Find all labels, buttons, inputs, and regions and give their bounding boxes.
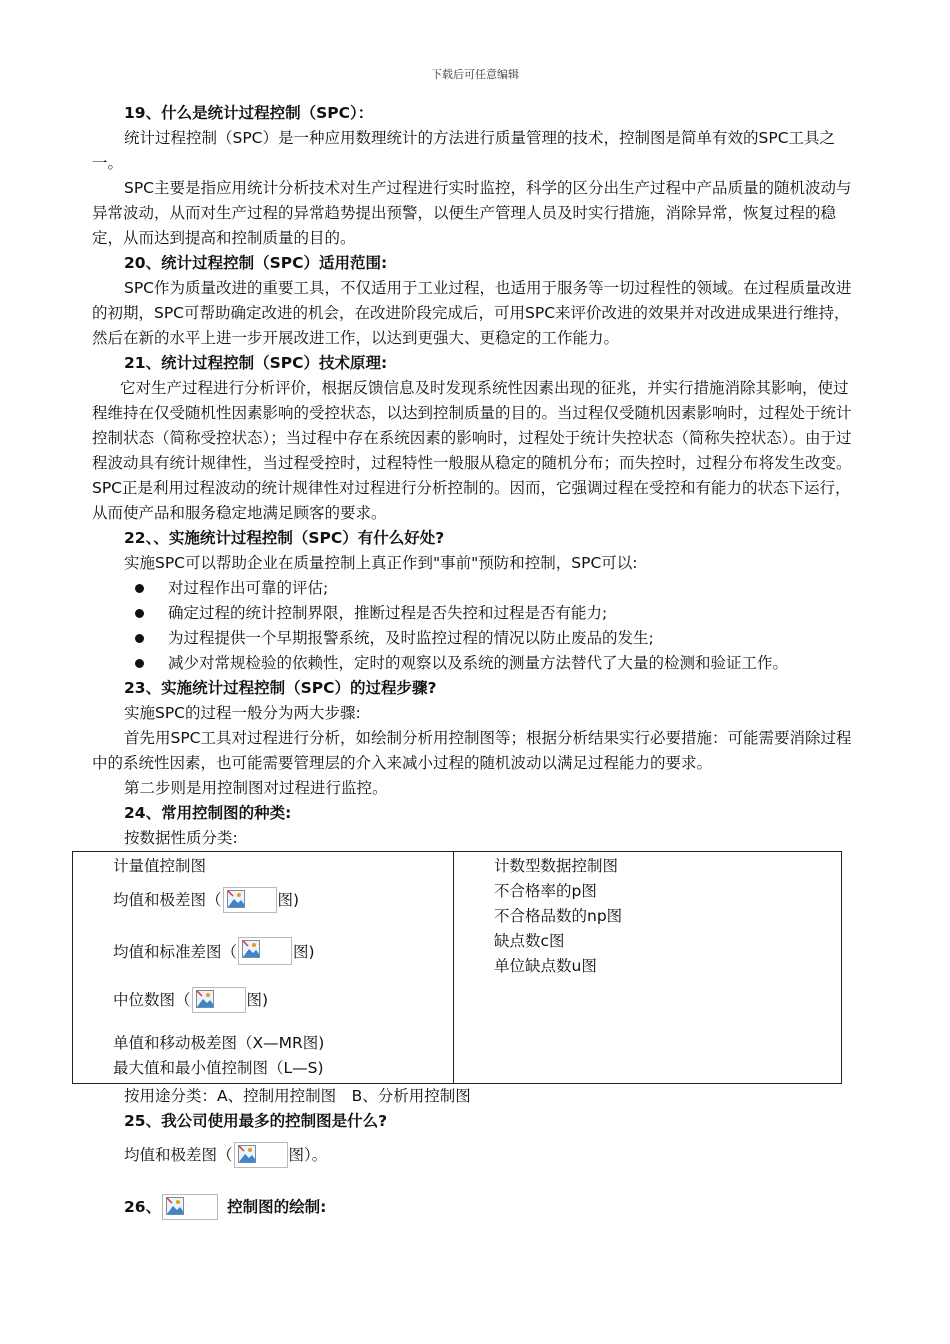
document-body bbox=[92, 101, 862, 1220]
page-header: 下载后可任意编辑 bbox=[431, 68, 519, 81]
bullet-icon bbox=[135, 659, 144, 668]
section-23-title: 23、实施统计过程控制（SPC）的过程步骤? bbox=[124, 679, 437, 697]
section-22-intro: 实施SPC可以帮助企业在质量控制上真正作到"事前"预防和控制，SPC可以: bbox=[124, 554, 638, 572]
broken-image-icon bbox=[234, 1142, 288, 1168]
section-20-title: 20、统计过程控制（SPC）适用范围: bbox=[124, 254, 388, 272]
list-item: 对过程作出可靠的评估; bbox=[92, 576, 862, 601]
chart-types-table bbox=[72, 851, 842, 1084]
list-item: 不合格率的p图 bbox=[494, 882, 597, 900]
list-item: 单值和移动极差图（X—MR图) bbox=[113, 1034, 325, 1052]
list-item: 确定过程的统计控制界限，推断过程是否失控和过程是否有能力; bbox=[92, 601, 862, 626]
attributes-charts-heading: 计数型数据控制图 bbox=[494, 857, 619, 875]
bullet-icon bbox=[135, 634, 144, 643]
section-24-intro: 按数据性质分类: bbox=[124, 829, 238, 847]
section-25-answer: 均值和极差图（ 图）。 bbox=[92, 1134, 862, 1168]
section-21-para-1: 它对生产过程进行分析评价，根据反馈信息及时发现系统性因素出现的征兆，并实行措施消除其影响，使过程维持在仅受随机性因素影响的受控状态，以达到控制质量的目的。当过程仅受随机因素影响时，过程处于统计控制状态（简称受控状态）；当过程中存在系统因素的影响时，过程处于统计失控状态（简称失控状态）。由于过程波动具有统计规律性，当过程受控时，过程特性一般服从稳定的随机分布；而失控时，过程分布将发生改变。SPC正是利用过程波动的统计规律性对过程进行分析控制的。因而，它强调过程在受控和有能力的状态下运行，从而使产品和服务稳定地满足顾客的要求。 bbox=[92, 379, 852, 522]
variables-charts-cell bbox=[73, 852, 454, 1084]
list-item: 单位缺点数u图 bbox=[494, 957, 597, 975]
section-26-title: 26、 控制图的绘制: bbox=[92, 1168, 862, 1220]
bullet-icon bbox=[135, 609, 144, 618]
section-23-para-2: 首先用SPC工具对过程进行分析，如绘制分析用控制图等；根据分析结果实行必要措施：可能需要消除过程中的系统性因素，也可能需要管理层的介入来减小过程的随机波动以满足过程能力的要求。 bbox=[92, 729, 852, 772]
section-19-para-1: 统计过程控制（SPC）是一种应用数理统计的方法进行质量管理的技术，控制图是简单有效的SPC工具之一。 bbox=[92, 129, 836, 172]
list-item: 最大值和最小值控制图（L—S) bbox=[113, 1059, 324, 1077]
section-23-para-3: 第二步则是用控制图对过程进行监控。 bbox=[124, 779, 388, 797]
broken-image-icon bbox=[192, 987, 246, 1013]
section-19-title: 19、什么是统计过程控制（SPC）： bbox=[124, 104, 374, 122]
section-23-para-1: 实施SPC的过程一般分为两大步骤: bbox=[124, 704, 361, 722]
section-24-usage: 按用途分类：A、控制用控制图 B、分析用控制图 bbox=[124, 1087, 471, 1105]
bullet-icon bbox=[135, 584, 144, 593]
list-item: 为过程提供一个早期报警系统，及时监控过程的情况以防止废品的发生; bbox=[92, 626, 862, 651]
section-21-title: 21、统计过程控制（SPC）技术原理: bbox=[124, 354, 388, 372]
broken-image-icon bbox=[238, 937, 292, 965]
list-item: 中位数图（ 图) bbox=[113, 965, 453, 1013]
list-item: 均值和标准差图（ 图) bbox=[113, 913, 453, 965]
section-24-title: 24、常用控制图的种类: bbox=[124, 804, 292, 822]
section-20-para-1: SPC作为质量改进的重要工具，不仅适用于工业过程，也适用于服务等一切过程性的领域。在过程质量改进的初期，SPC可帮助确定改进的机会，在改进阶段完成后，可用SPC来评价改进的效果并对改进成果进行维持，然后在新的水平上进一步开展改进工作，以达到更强大、更稳定的工作能力。 bbox=[92, 279, 852, 347]
section-25-title: 25、我公司使用最多的控制图是什么? bbox=[124, 1112, 388, 1130]
benefit-list bbox=[92, 576, 862, 676]
section-19-para-2: SPC主要是指应用统计分析技术对生产过程进行实时监控，科学的区分出生产过程中产品质量的随机波动与异常波动，从而对生产过程的异常趋势提出预警，以便生产管理人员及时实行措施，消除异常，恢复过程的稳定，从而达到提高和控制质量的目的。 bbox=[92, 179, 852, 247]
variables-charts-heading: 计量值控制图 bbox=[113, 857, 207, 875]
broken-image-icon bbox=[162, 1194, 218, 1220]
list-item: 均值和极差图（ 图) bbox=[113, 879, 453, 913]
list-item: 缺点数c图 bbox=[494, 932, 565, 950]
section-22-title: 22、、实施统计过程控制（SPC）有什么好处? bbox=[124, 529, 445, 547]
list-item: 减少对常规检验的依赖性，定时的观察以及系统的测量方法替代了大量的检测和验证工作。 bbox=[92, 651, 862, 676]
attributes-charts-cell bbox=[454, 852, 842, 1084]
list-item: 不合格品数的np图 bbox=[494, 907, 623, 925]
broken-image-icon bbox=[223, 887, 277, 913]
